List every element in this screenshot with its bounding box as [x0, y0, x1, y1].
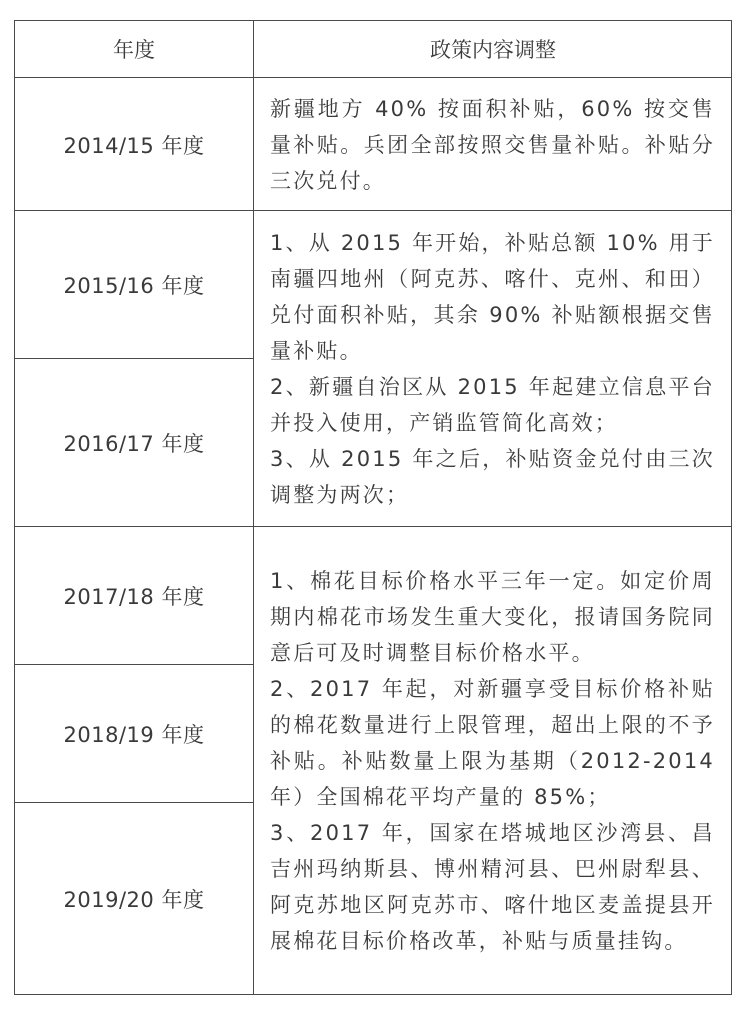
header-year: 年度: [113, 38, 155, 62]
content-paragraph: 1、从 2015 年开始，补贴总额 10% 用于南疆四地州（阿克苏、喀什、克州、和田）兑付面积补贴，其余 90% 补贴额根据交售量补贴。: [270, 231, 715, 363]
year-cell: 2018/19 年度: [63, 723, 205, 747]
row-divider: [15, 210, 731, 211]
content-paragraph: 新疆地方 40% 按面积补贴，60% 按交售量补贴。兵团全部按照交售量补贴。补贴分三次兑付。: [270, 96, 715, 193]
content-cell: [255, 79, 731, 210]
row-divider: [15, 526, 731, 527]
content-text: [270, 563, 715, 959]
content-paragraph: 1、棉花目标价格水平三年一定。如定价周期内棉花市场发生重大变化，报请国务院同意后可及时调整目标价格水平。: [270, 569, 715, 665]
policy-table: [14, 20, 732, 995]
column-divider: [253, 21, 254, 994]
year-cell: 2017/18 年度: [63, 585, 205, 609]
year-cell: 2016/17 年度: [63, 432, 205, 456]
year-cell: 2014/15 年度: [63, 133, 205, 158]
content-cell: [255, 528, 731, 994]
content-paragraph: 2、2017 年起，对新疆享受目标价格补贴的棉花数量进行上限管理，超出上限的不予补贴。补贴数量上限为基期（2012-2014 年）全国棉花平均产量的 85%；: [270, 677, 715, 809]
content-cell: [255, 212, 731, 526]
content-paragraph: 3、2017 年，国家在塔城地区沙湾县、昌吉州玛纳斯县、博州精河县、巴州尉犁县、阿克苏地区阿克苏市、喀什地区麦盖提县开展棉花目标价格改革，补贴与质量挂钩。: [270, 821, 715, 953]
row-divider-year: [15, 358, 253, 359]
year-cell: 2019/20 年度: [63, 888, 205, 912]
content-text: [270, 225, 715, 513]
year-cell: 2015/16 年度: [63, 274, 205, 298]
content-paragraph: 3、从 2015 年之后，补贴资金兑付由三次调整为两次；: [270, 447, 715, 507]
row-divider-year: [15, 664, 253, 665]
content-paragraph: 2、新疆自治区从 2015 年起建立信息平台并投入使用，产销监管简化高效；: [270, 375, 715, 435]
header-content: 政策内容调整: [430, 38, 556, 62]
header-divider: [15, 77, 731, 78]
row-divider-year: [15, 802, 253, 803]
content-text: [270, 91, 715, 199]
